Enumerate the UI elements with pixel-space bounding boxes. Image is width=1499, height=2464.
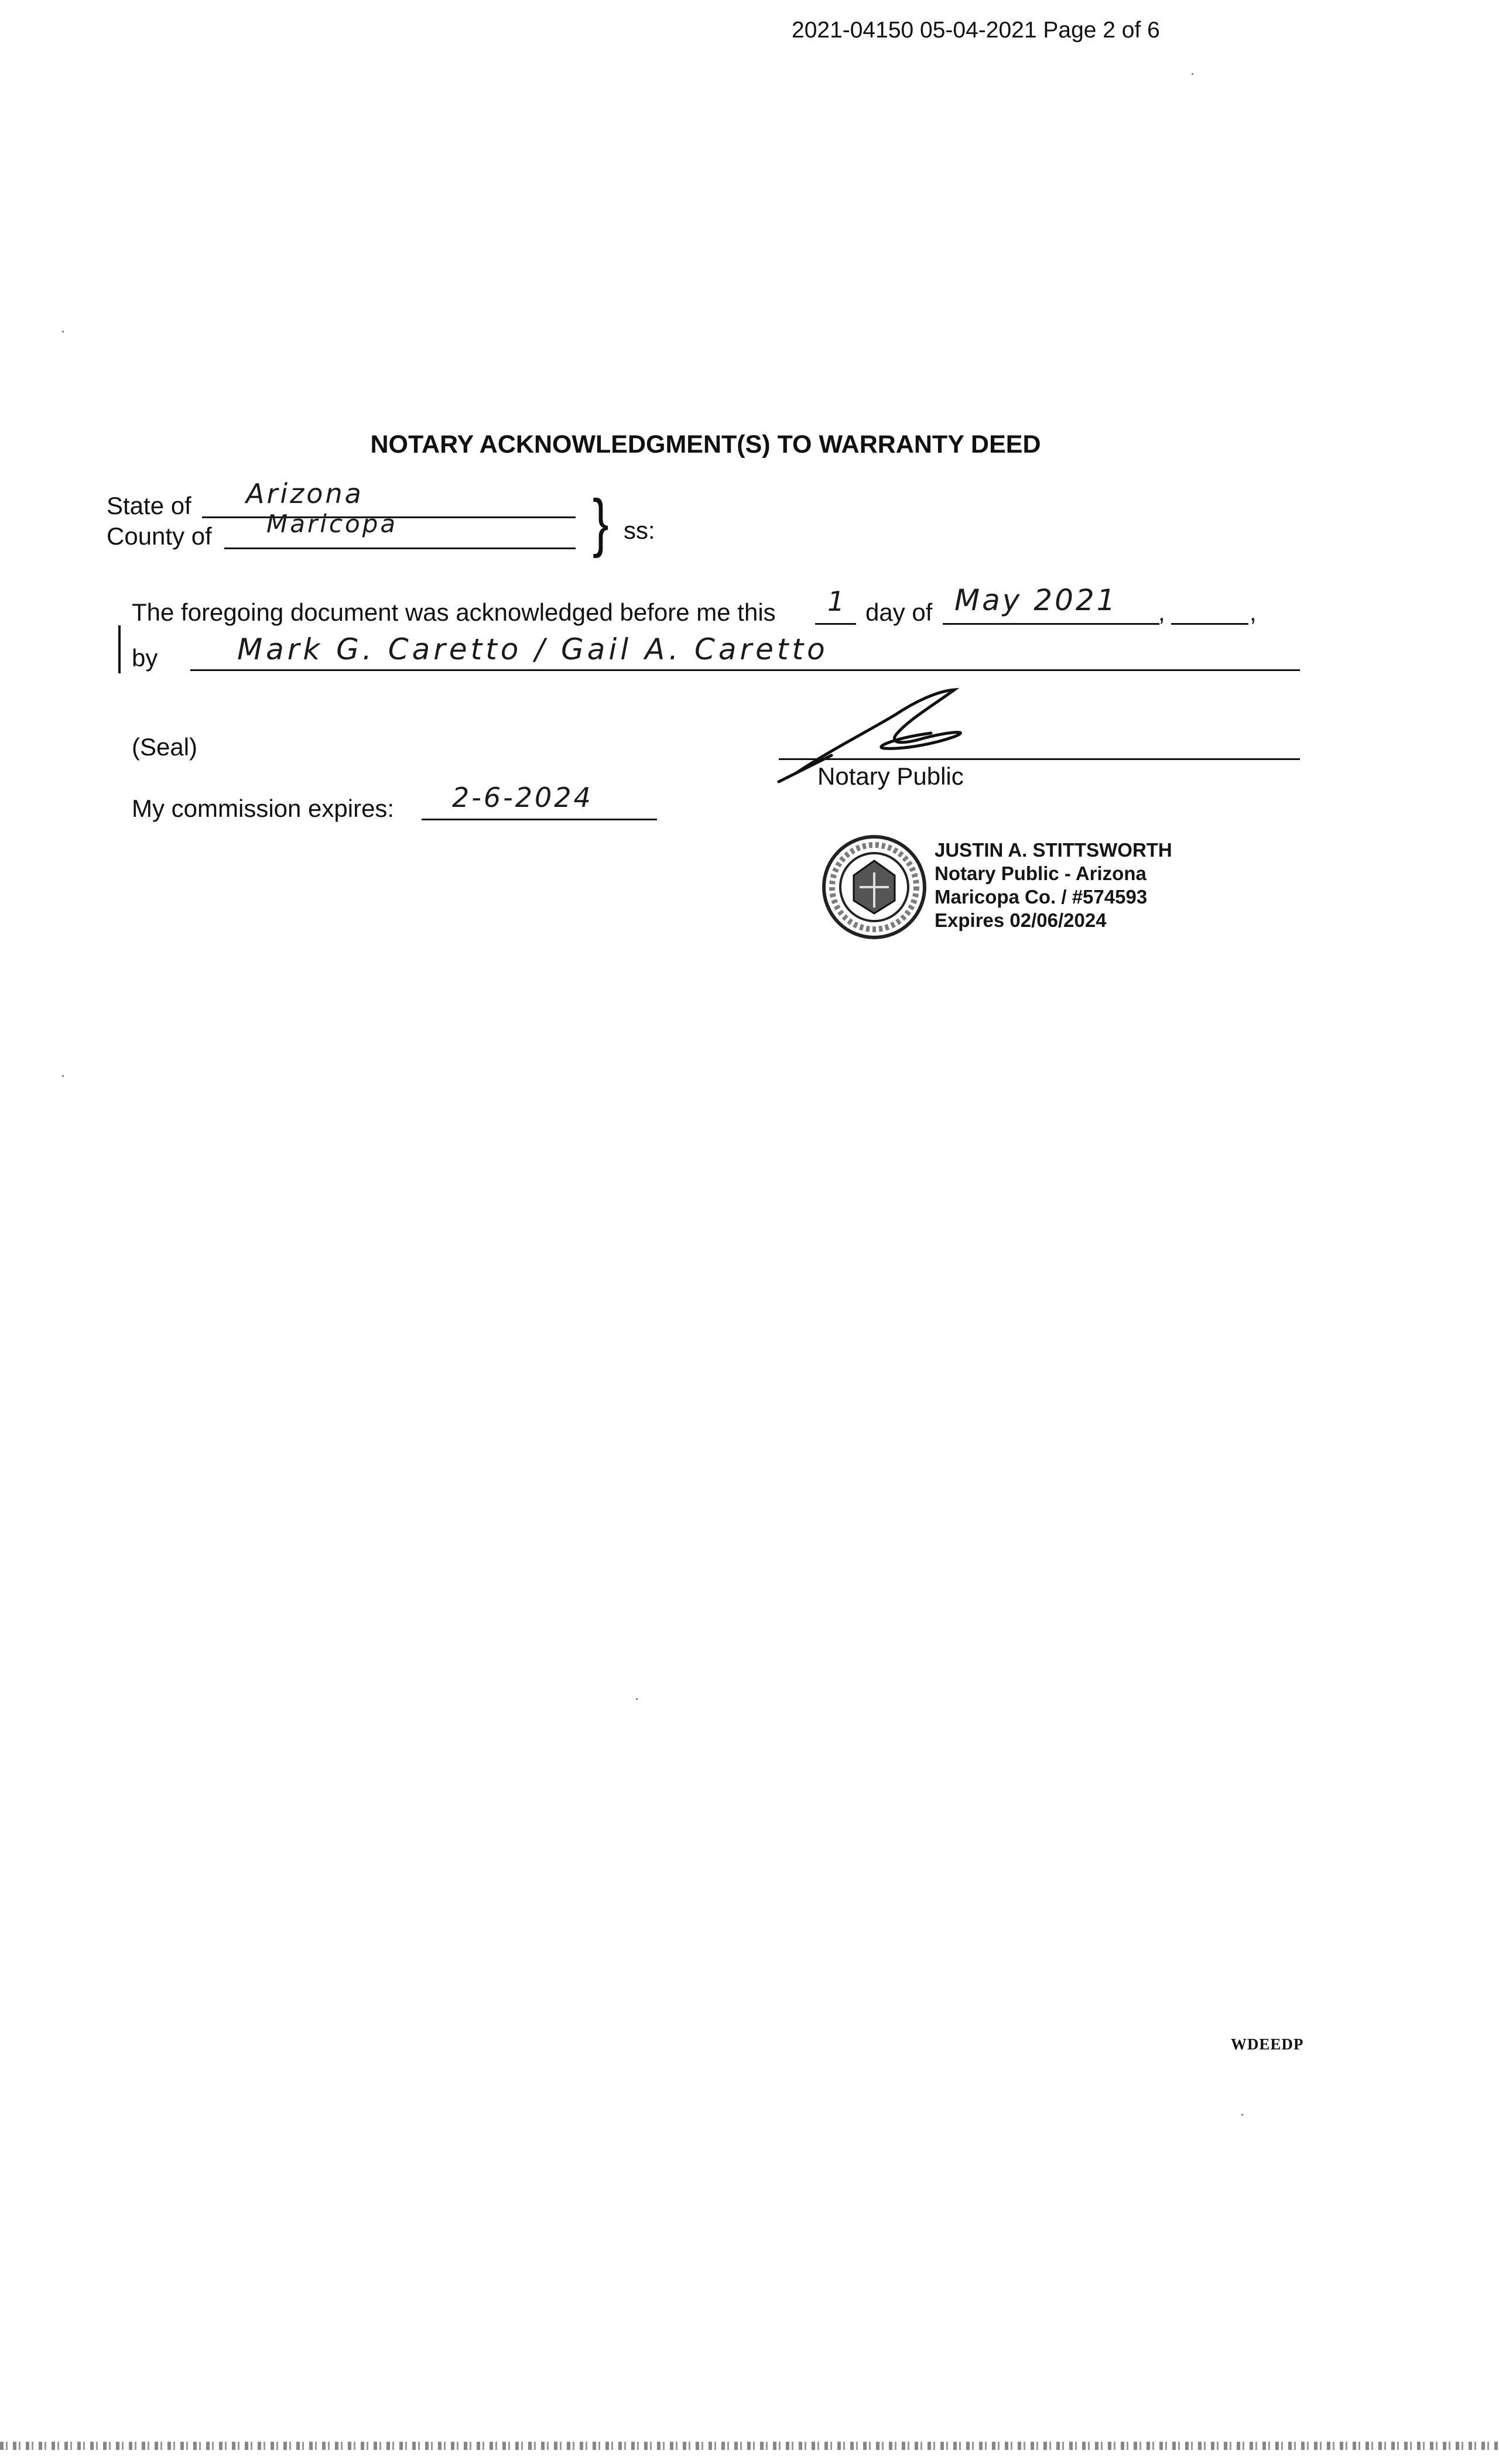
by-line [190,669,1300,671]
seal-label: (Seal) [132,733,198,761]
day-value: 1 [827,586,847,617]
acknowledgment-prefix: The foregoing document was acknowledged before me this [132,598,776,626]
scan-speck [62,1075,64,1077]
month-year-line [943,623,1159,625]
county-value: Maricopa [266,509,398,538]
scan-speck [62,331,64,333]
scan-speck [1241,2114,1243,2116]
stamp-line-county: Maricopa Co. / #574593 [935,886,1148,908]
ss-label: ss: [624,516,655,544]
form-code: WDEEDP [1231,2035,1304,2053]
commission-label: My commission expires: [132,795,395,822]
commission-line [422,819,657,820]
stamp-line-expiry: Expires 02/06/2024 [935,909,1107,931]
scan-speck [636,1698,638,1700]
state-value: Arizona [246,478,364,509]
day-line [815,623,856,625]
notary-stamp-text [935,839,1172,932]
state-label: State of [107,492,191,519]
scan-edge-noise [0,2442,1499,2450]
stamp-line-title: Notary Public - Arizona [935,863,1147,884]
year-blank-line [1171,623,1248,625]
scan-speck [1192,73,1193,75]
arizona-seal-icon [819,831,930,943]
comma-2: , [1250,598,1257,626]
county-line [224,547,576,549]
notary-public-label: Notary Public [817,762,964,790]
document-title: NOTARY ACKNOWLEDGMENT(S) TO WARRANTY DEED [370,430,1041,458]
venue-brace: } [593,487,609,559]
by-label: by [132,644,158,672]
commission-value: 2-6-2024 [452,782,593,813]
notary-signature-line [779,758,1300,760]
day-of-label: day of [865,598,933,626]
stamp-line-name: JUSTIN A. STITTSWORTH [935,839,1172,861]
recording-reference: 2021-04150 05-04-2021 Page 2 of 6 [792,18,1160,43]
comma-1: , [1158,598,1165,626]
month-year-value: May 2021 [954,583,1118,617]
county-label: County of [107,522,212,550]
margin-mark [118,625,121,673]
by-value: Mark G. Caretto / Gail A. Caretto [237,632,829,666]
